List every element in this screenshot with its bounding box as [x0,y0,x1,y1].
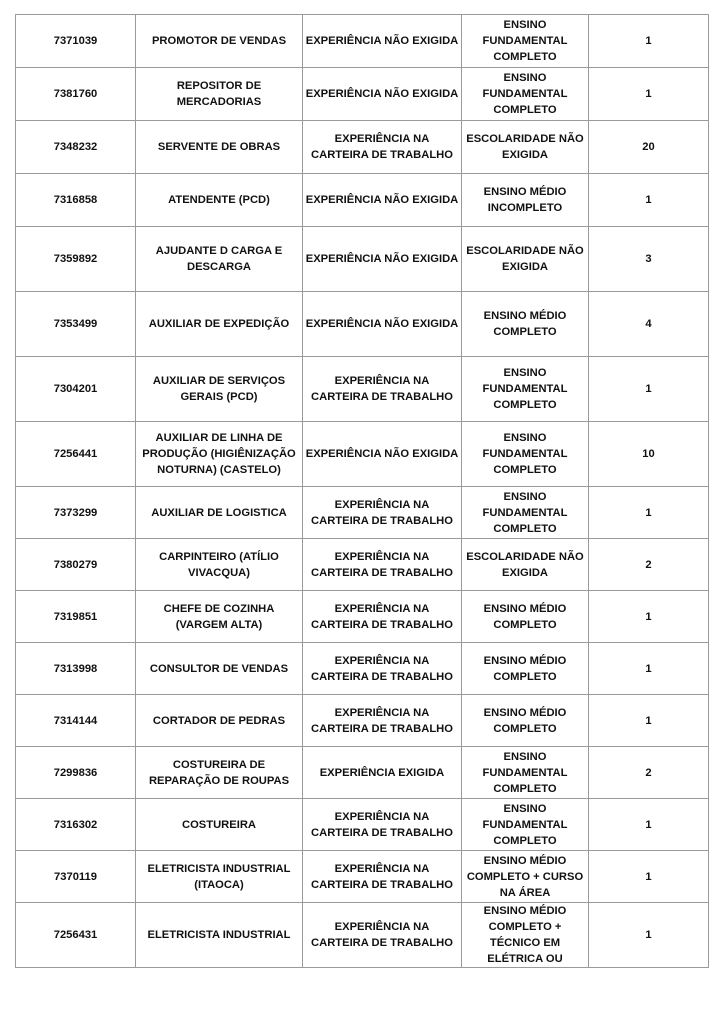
education-cell: ENSINO MÉDIO COMPLETO [462,695,589,747]
job-code-cell: 7256431 [16,903,136,968]
vacancies-cell: 1 [589,591,709,643]
job-vacancies-table [15,14,709,968]
vacancies-cell: 2 [589,747,709,799]
job-title-cell: ELETRICISTA INDUSTRIAL (ITAOCA) [136,851,303,903]
education-cell: ENSINO FUNDAMENTAL COMPLETO [462,487,589,539]
vacancies-cell: 1 [589,68,709,121]
job-code-cell: 7313998 [16,643,136,695]
job-title-cell: CHEFE DE COZINHA (VARGEM ALTA) [136,591,303,643]
experience-cell: EXPERIÊNCIA NA CARTEIRA DE TRABALHO [303,695,462,747]
table-row [16,539,709,591]
table-row [16,357,709,422]
experience-cell: EXPERIÊNCIA NA CARTEIRA DE TRABALHO [303,487,462,539]
vacancies-cell: 3 [589,227,709,292]
vacancies-cell: 1 [589,903,709,968]
experience-cell: EXPERIÊNCIA NÃO EXIGIDA [303,422,462,487]
table-row [16,851,709,903]
vacancies-cell: 1 [589,799,709,851]
job-title-cell: PROMOTOR DE VENDAS [136,15,303,68]
job-code-cell: 7299836 [16,747,136,799]
experience-cell: EXPERIÊNCIA NÃO EXIGIDA [303,174,462,227]
job-code-cell: 7370119 [16,851,136,903]
job-code-cell: 7359892 [16,227,136,292]
education-cell: ENSINO FUNDAMENTAL COMPLETO [462,799,589,851]
job-code-cell: 7373299 [16,487,136,539]
job-code-cell: 7353499 [16,292,136,357]
table-row [16,121,709,174]
job-title-cell: AJUDANTE D CARGA E DESCARGA [136,227,303,292]
job-title-cell: COSTUREIRA DE REPARAÇÃO DE ROUPAS [136,747,303,799]
experience-cell: EXPERIÊNCIA NA CARTEIRA DE TRABALHO [303,851,462,903]
education-cell: ENSINO MÉDIO COMPLETO + CURSO NA ÁREA [462,851,589,903]
job-title-cell: AUXILIAR DE EXPEDIÇÃO [136,292,303,357]
table-row [16,68,709,121]
experience-cell: EXPERIÊNCIA EXIGIDA [303,747,462,799]
table-row [16,227,709,292]
table-row [16,15,709,68]
vacancies-cell: 2 [589,539,709,591]
job-title-cell: REPOSITOR DE MERCADORIAS [136,68,303,121]
experience-cell: EXPERIÊNCIA NA CARTEIRA DE TRABALHO [303,357,462,422]
table-row [16,903,709,968]
job-title-cell: CARPINTEIRO (ATÍLIO VIVACQUA) [136,539,303,591]
vacancies-cell: 10 [589,422,709,487]
job-code-cell: 7256441 [16,422,136,487]
experience-cell: EXPERIÊNCIA NA CARTEIRA DE TRABALHO [303,643,462,695]
experience-cell: EXPERIÊNCIA NÃO EXIGIDA [303,68,462,121]
job-title-cell: ELETRICISTA INDUSTRIAL [136,903,303,968]
table-row [16,422,709,487]
experience-cell: EXPERIÊNCIA NA CARTEIRA DE TRABALHO [303,591,462,643]
education-cell: ENSINO MÉDIO COMPLETO [462,591,589,643]
vacancies-cell: 1 [589,695,709,747]
education-cell: ENSINO MÉDIO COMPLETO [462,643,589,695]
experience-cell: EXPERIÊNCIA NA CARTEIRA DE TRABALHO [303,799,462,851]
education-cell: ENSINO FUNDAMENTAL COMPLETO [462,422,589,487]
education-cell: ENSINO FUNDAMENTAL COMPLETO [462,15,589,68]
job-code-cell: 7381760 [16,68,136,121]
table-row [16,174,709,227]
job-title-cell: CORTADOR DE PEDRAS [136,695,303,747]
education-cell: ESCOLARIDADE NÃO EXIGIDA [462,227,589,292]
job-code-cell: 7316858 [16,174,136,227]
job-code-cell: 7348232 [16,121,136,174]
vacancies-cell: 1 [589,487,709,539]
job-title-cell: CONSULTOR DE VENDAS [136,643,303,695]
experience-cell: EXPERIÊNCIA NA CARTEIRA DE TRABALHO [303,903,462,968]
job-title-cell: AUXILIAR DE SERVIÇOS GERAIS (PCD) [136,357,303,422]
job-code-cell: 7319851 [16,591,136,643]
table-row [16,747,709,799]
education-cell: ENSINO MÉDIO COMPLETO + TÉCNICO EM ELÉTRICA OU [462,903,589,968]
vacancies-cell: 1 [589,15,709,68]
vacancies-cell: 1 [589,174,709,227]
experience-cell: EXPERIÊNCIA NA CARTEIRA DE TRABALHO [303,121,462,174]
table-row [16,487,709,539]
experience-cell: EXPERIÊNCIA NÃO EXIGIDA [303,227,462,292]
job-title-cell: SERVENTE DE OBRAS [136,121,303,174]
vacancies-cell: 1 [589,643,709,695]
job-code-cell: 7316302 [16,799,136,851]
table-row [16,695,709,747]
table-row [16,799,709,851]
job-code-cell: 7304201 [16,357,136,422]
experience-cell: EXPERIÊNCIA NÃO EXIGIDA [303,15,462,68]
vacancies-cell: 1 [589,851,709,903]
education-cell: ENSINO FUNDAMENTAL COMPLETO [462,357,589,422]
education-cell: ESCOLARIDADE NÃO EXIGIDA [462,121,589,174]
vacancies-cell: 4 [589,292,709,357]
education-cell: ESCOLARIDADE NÃO EXIGIDA [462,539,589,591]
job-code-cell: 7314144 [16,695,136,747]
table-row [16,591,709,643]
job-code-cell: 7371039 [16,15,136,68]
job-title-cell: COSTUREIRA [136,799,303,851]
education-cell: ENSINO MÉDIO INCOMPLETO [462,174,589,227]
vacancies-cell: 20 [589,121,709,174]
experience-cell: EXPERIÊNCIA NA CARTEIRA DE TRABALHO [303,539,462,591]
table-row [16,292,709,357]
job-title-cell: AUXILIAR DE LOGISTICA [136,487,303,539]
job-title-cell: ATENDENTE (PCD) [136,174,303,227]
job-title-cell: AUXILIAR DE LINHA DE PRODUÇÃO (HIGIÊNIZAÇÃO NOTURNA) (CASTELO) [136,422,303,487]
education-cell: ENSINO FUNDAMENTAL COMPLETO [462,68,589,121]
table-row [16,643,709,695]
job-code-cell: 7380279 [16,539,136,591]
education-cell: ENSINO MÉDIO COMPLETO [462,292,589,357]
education-cell: ENSINO FUNDAMENTAL COMPLETO [462,747,589,799]
vacancies-cell: 1 [589,357,709,422]
experience-cell: EXPERIÊNCIA NÃO EXIGIDA [303,292,462,357]
